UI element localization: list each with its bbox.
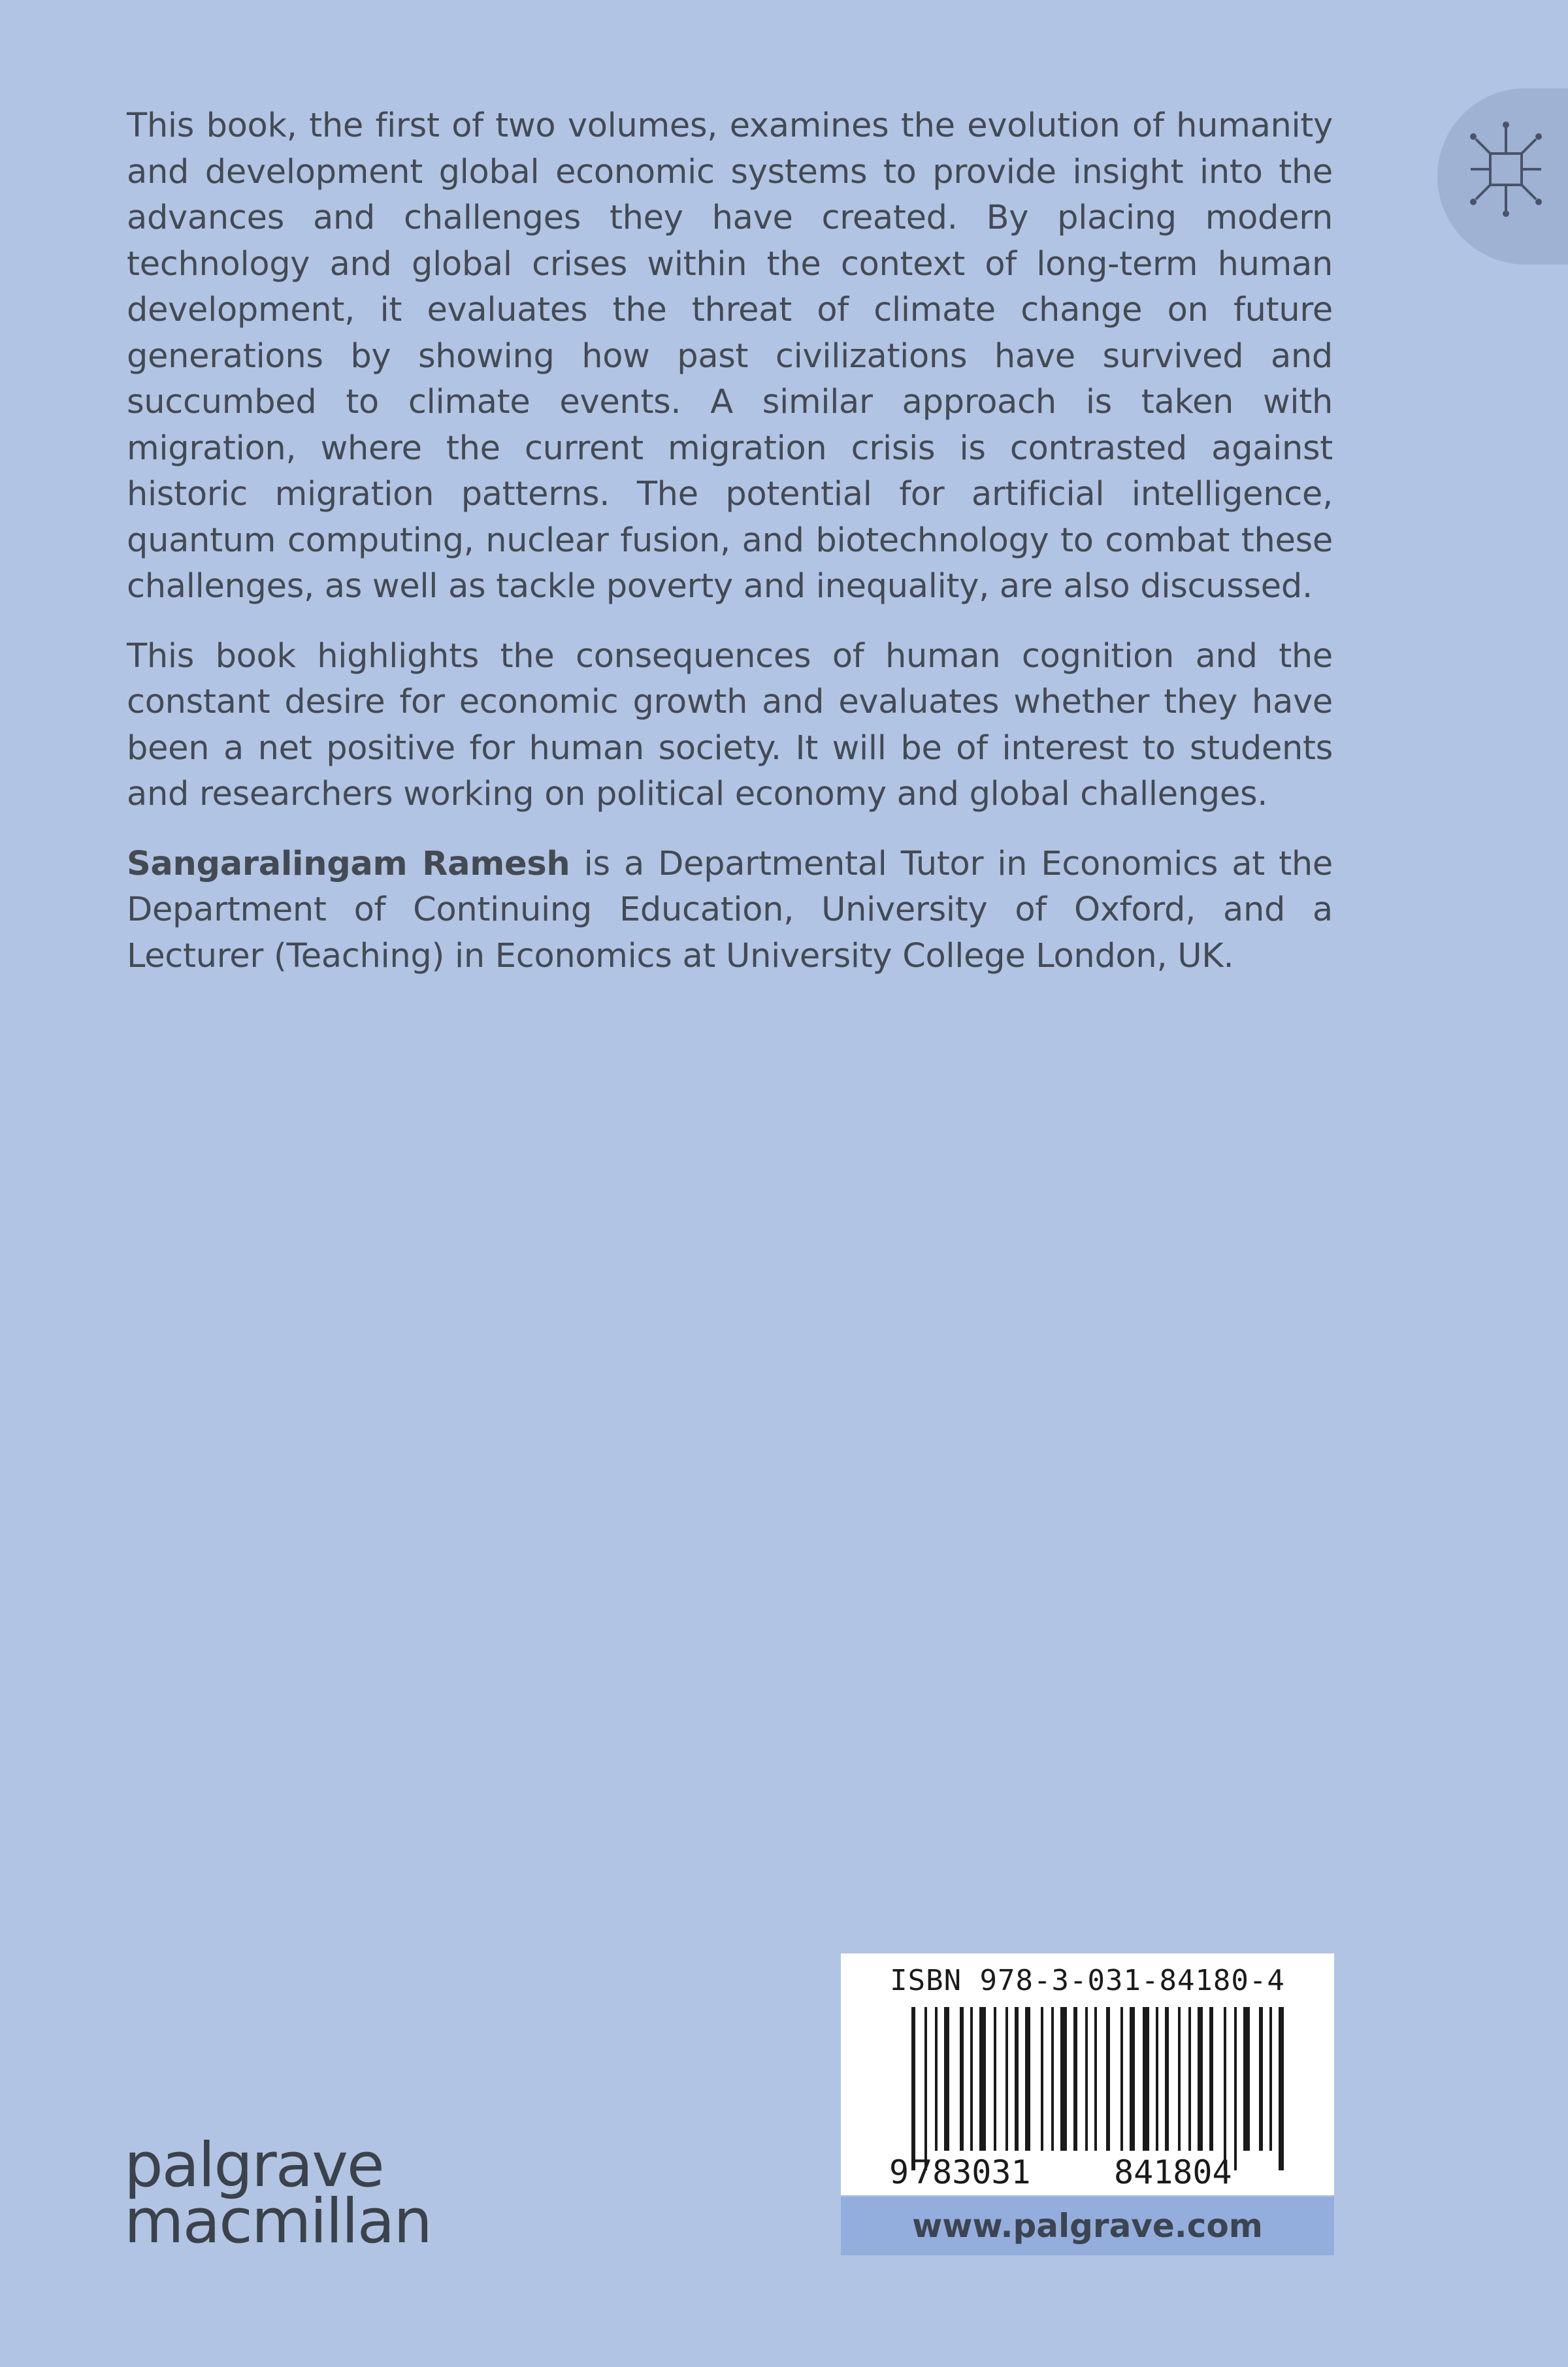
barcode-bar	[1259, 2007, 1263, 2151]
barcode-bar	[1143, 2007, 1149, 2151]
barcode-bar	[1120, 2007, 1123, 2151]
barcode-bar	[979, 2007, 986, 2151]
barcode-bar	[960, 2007, 964, 2151]
barcode-bar	[1015, 2007, 1019, 2151]
barcode-bar	[1209, 2007, 1213, 2151]
barcode-bar	[1073, 2007, 1077, 2151]
barcode-bar	[1269, 2007, 1272, 2151]
barcode-bar	[944, 2007, 949, 2151]
author-name: Sangaralingam Ramesh	[127, 844, 570, 883]
barcode-bar	[1234, 2007, 1237, 2170]
barcode-bar	[1094, 2007, 1097, 2151]
barcode-bar	[1224, 2007, 1226, 2170]
barcode-bar	[1060, 2007, 1067, 2151]
barcode-bar	[1156, 2007, 1158, 2151]
palgrave-network-icon	[1467, 114, 1545, 238]
barcode-right-digits: 841804	[1114, 2153, 1232, 2191]
barcode-graphic	[841, 1953, 1334, 2195]
barcode-bar	[1085, 2007, 1088, 2151]
publisher-logo	[124, 2130, 431, 2257]
barcode-bar	[1279, 2007, 1284, 2170]
publisher-logo-line-2: macmillan	[124, 2186, 431, 2257]
barcode-lead-digit: 9	[889, 2153, 909, 2191]
barcode-bar	[911, 2007, 915, 2170]
barcode-bar	[970, 2007, 973, 2151]
barcode-bar	[1188, 2007, 1191, 2151]
publisher-logo-line-1: palgrave	[124, 2130, 384, 2201]
barcode-bar	[1025, 2007, 1030, 2151]
publisher-website: www.palgrave.com	[841, 2196, 1334, 2255]
blurb-paragraph-2: This book highlights the consequences of human cognition and the constant desire for economic growth and evaluates whether they have been a net positive for human society. It will be of interest to students and researchers working on political economy and global challenges.	[127, 636, 1333, 813]
isbn-barcode	[841, 1953, 1334, 2195]
barcode-bar	[1243, 2007, 1250, 2151]
barcode-bar	[1165, 2007, 1169, 2151]
barcode-bar	[1041, 2007, 1043, 2151]
author-bio	[127, 841, 1333, 980]
barcode-bar	[1178, 2007, 1181, 2151]
back-cover-blurb	[127, 103, 1333, 1003]
barcode-bar	[1005, 2007, 1008, 2151]
barcode-bar	[924, 2007, 927, 2170]
author-bio-text: is a Departmental Tutor in Economics at the Department of Continuing Education, University of Oxford, and a Lecturer (Teaching) in Economics at University College London, UK.	[127, 844, 1333, 975]
barcode-left-digits: 783031	[913, 2153, 1031, 2191]
barcode-bar	[1106, 2007, 1110, 2151]
barcode-bar	[1051, 2007, 1054, 2151]
barcode-bar	[1130, 2007, 1135, 2151]
blurb-paragraph-1: This book, the first of two volumes, examines the evolution of humanity and development global economic systems to provide insight into the advances and challenges they have created. By placing modern technology and global crises within the context of long-term human development, it evaluates the threat of climate change on future generations by showing how past civilizations have survived and succumbed to climate events. A similar approach is taken with migration, where the current migration crisis is contrasted against historic migration patterns. The potential for artificial intelligence, quantum computing, nuclear fusion, and biotechnology to combat these challenges, as well as tackle poverty and inequality, are also discussed.	[127, 106, 1333, 606]
barcode-bar	[935, 2007, 938, 2151]
isbn-label: ISBN 978-3-031-84180-4	[890, 1964, 1285, 1997]
barcode-bar	[994, 2007, 996, 2151]
spine-logo-badge	[1437, 88, 1568, 265]
barcode-bar	[1198, 2007, 1203, 2151]
